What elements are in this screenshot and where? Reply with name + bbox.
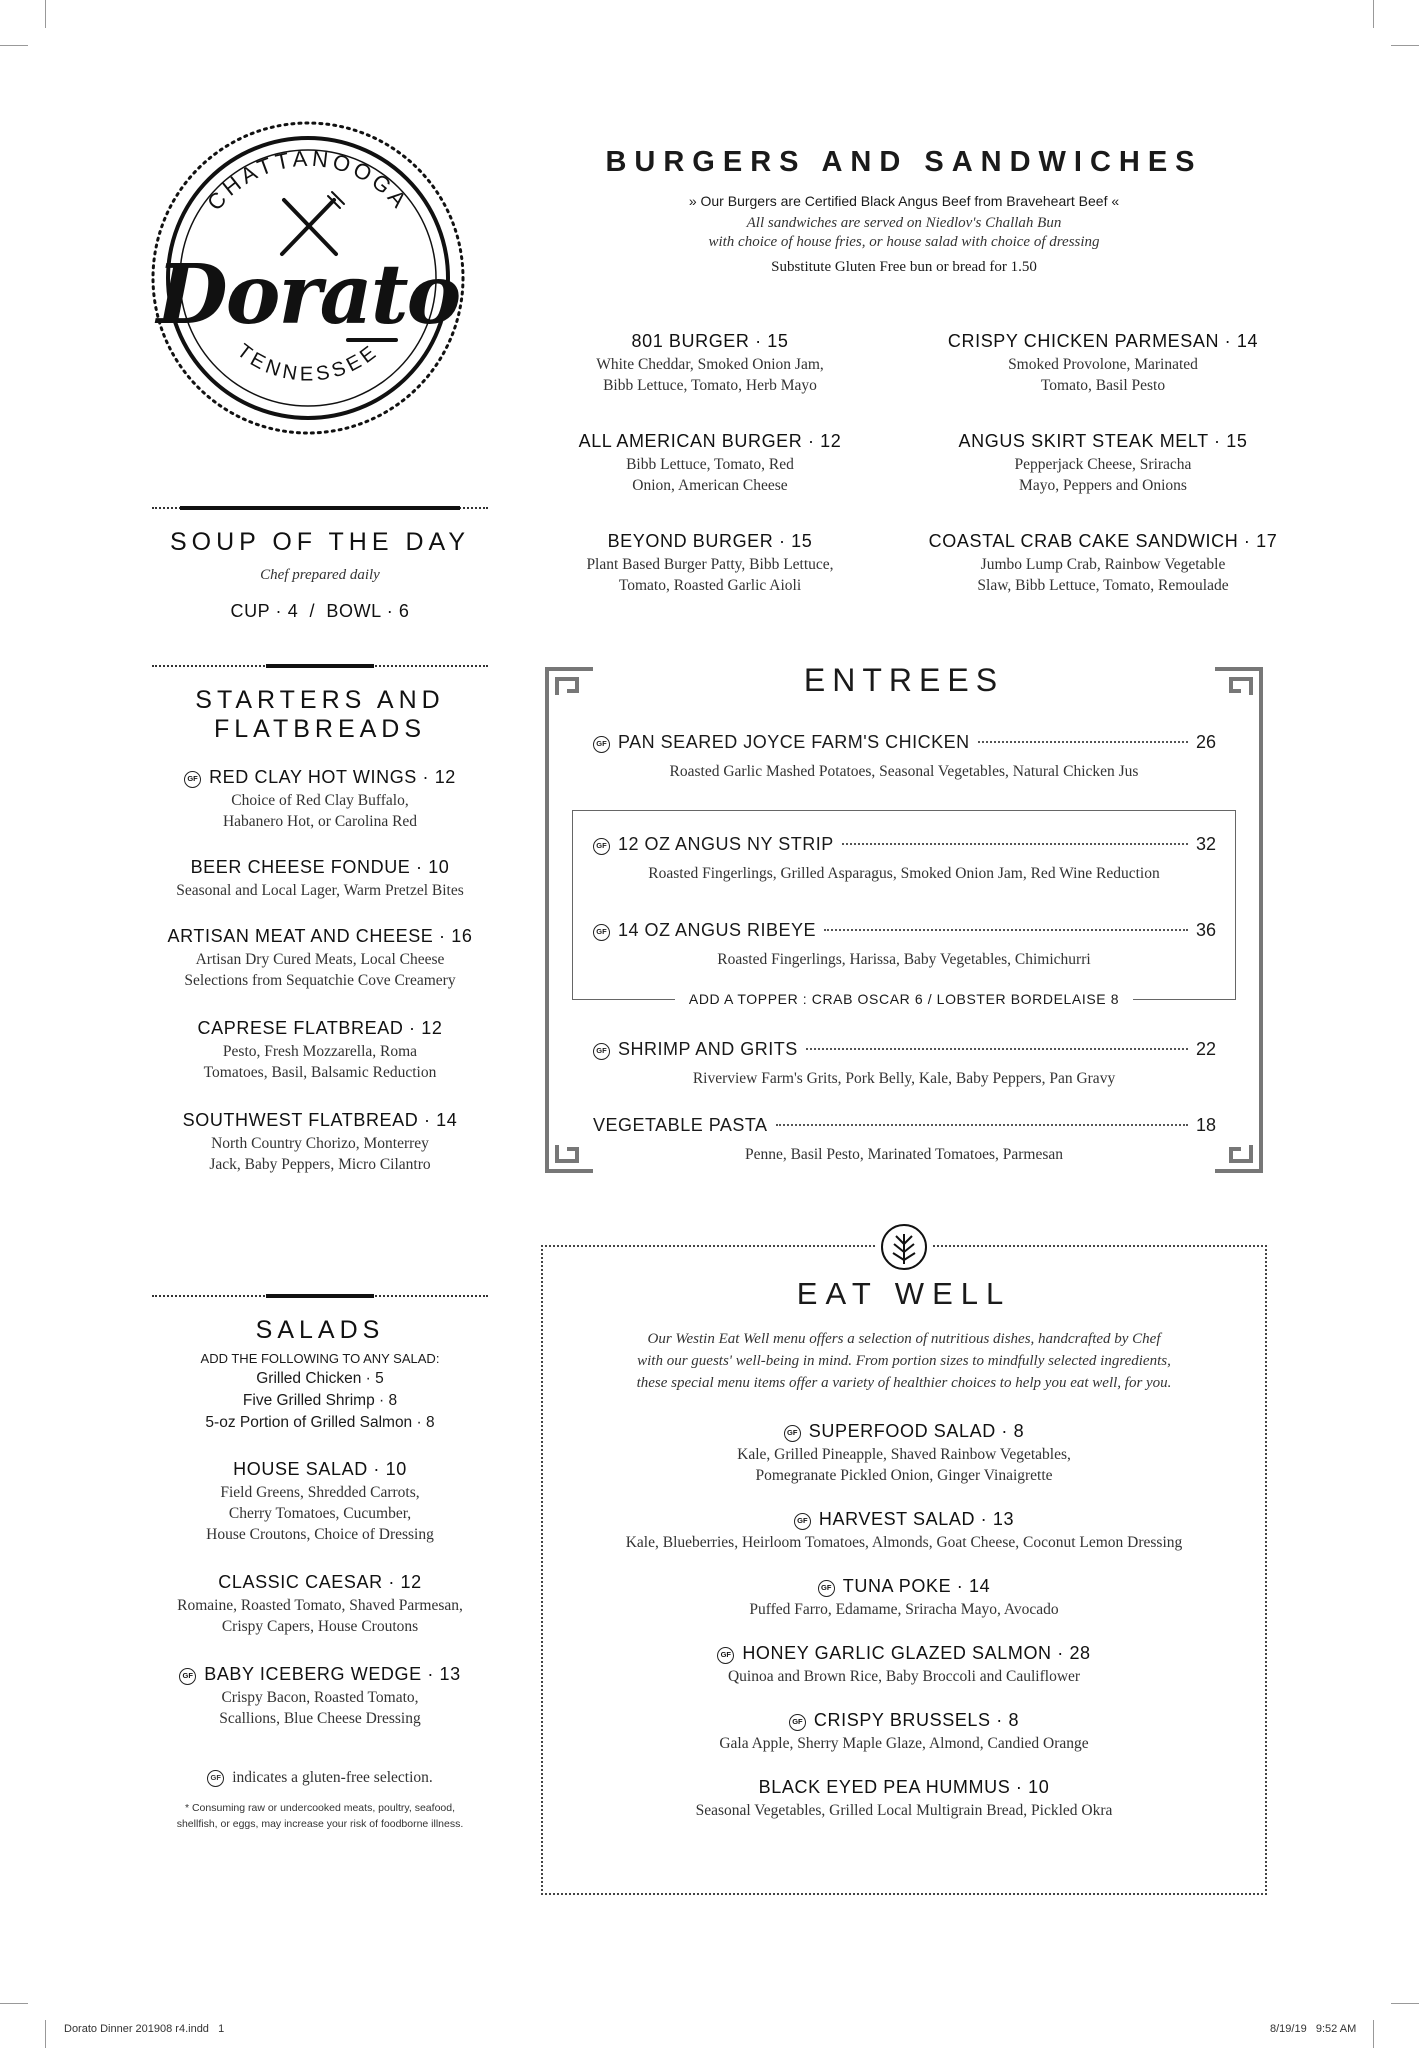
- item-desc: Romaine, Roasted Tomato, Shaved Parmesan,: [177, 1597, 463, 1614]
- menu-item: [543, 330, 877, 396]
- menu-item: [543, 1709, 1265, 1754]
- eatwell-title: EAT WELL: [796, 1276, 1012, 1311]
- burgers-note: » Our Burgers are Certified Black Angus Beef from Braveheart Beef «: [688, 193, 1120, 209]
- section-divider: [152, 1291, 488, 1301]
- item-desc: North Country Chorizo, Monterrey: [211, 1135, 429, 1152]
- entree-name: 12 OZ ANGUS NY STRIP: [618, 834, 834, 854]
- item-desc: Mayo, Peppers and Onions: [1019, 477, 1187, 494]
- item-desc: Artisan Dry Cured Meats, Local Cheese: [195, 951, 445, 968]
- crop-mark: [1373, 2020, 1374, 2048]
- entree-desc: Roasted Garlic Mashed Potatoes, Seasonal Vegetables, Natural Chicken Jus: [669, 763, 1139, 780]
- item-name: BABY ICEBERG WEDGE · 13: [204, 1664, 461, 1684]
- soup-title: SOUP OF THE DAY: [169, 528, 471, 556]
- item-name: BEER CHEESE FONDUE · 10: [190, 857, 450, 877]
- menu-item: [543, 1420, 1265, 1486]
- entree-desc: Roasted Fingerlings, Grilled Asparagus, Smoked Onion Jam, Red Wine Reduction: [648, 865, 1160, 882]
- item-name: 801 BURGER · 15: [631, 331, 789, 351]
- item-desc: Smoked Provolone, Marinated: [1008, 356, 1198, 373]
- item-desc: Bibb Lettuce, Tomato, Red: [626, 456, 794, 473]
- menu-item: [543, 1575, 1265, 1620]
- entree-desc: Riverview Farm's Grits, Pork Belly, Kale, Baby Peppers, Pan Gravy: [692, 1070, 1116, 1087]
- svg-text:TENNESSEE: [233, 340, 383, 386]
- menu-item: [152, 1663, 488, 1729]
- burgers-sub3: Substitute Gluten Free bun or bread for 1.50: [771, 259, 1037, 275]
- entree-price: 22: [1195, 1039, 1216, 1059]
- gluten-free-icon: GF: [593, 838, 610, 855]
- item-name: HONEY GARLIC GLAZED SALMON · 28: [742, 1643, 1091, 1663]
- salad-addon: Grilled Chicken · 5: [256, 1370, 384, 1387]
- item-desc: Tomatoes, Basil, Balsamic Reduction: [203, 1064, 437, 1081]
- item-desc: Choice of Red Clay Buffalo,: [231, 792, 409, 809]
- footer-file: Dorato Dinner 201908 r4.indd 1: [64, 2023, 225, 2035]
- item-desc: Pepperjack Cheese, Sriracha: [1014, 456, 1192, 473]
- logo-brand: Dorato: [156, 247, 460, 343]
- entree-price: 36: [1195, 920, 1216, 940]
- soup-section: [152, 528, 488, 622]
- entree-name: PAN SEARED JOYCE FARM'S CHICKEN: [618, 732, 970, 752]
- menu-item: [152, 1109, 488, 1175]
- logo-top-text: CHATTANOOGA: [202, 145, 415, 216]
- salads-title: SALADS: [255, 1316, 385, 1344]
- menu-item: [543, 1776, 1265, 1821]
- burgers-title: BURGERS AND SANDWICHES: [605, 146, 1203, 178]
- gluten-free-icon: GF: [717, 1647, 734, 1664]
- item-desc: Pomegranate Pickled Onion, Ginger Vinaigrette: [755, 1467, 1053, 1484]
- item-desc: Tomato, Roasted Garlic Aioli: [618, 577, 802, 594]
- gluten-free-icon: GF: [789, 1714, 806, 1731]
- gluten-free-icon: GF: [207, 1770, 224, 1787]
- item-name: CLASSIC CAESAR · 12: [218, 1572, 422, 1592]
- knife-fork-icon: [282, 192, 344, 254]
- burgers-sub2: with choice of house fries, or house salad with choice of dressing: [708, 234, 1100, 250]
- soup-prices: CUP · 4 / BOWL · 6: [230, 601, 410, 621]
- entree-row: [593, 732, 1216, 756]
- burgers-sub1: All sandwiches are served on Niedlov's Challah Bun: [746, 215, 1062, 231]
- item-name: CRISPY BRUSSELS · 8: [813, 1710, 1020, 1730]
- menu-item: [920, 530, 1286, 596]
- menu-item: [152, 856, 488, 901]
- item-name: ARTISAN MEAT AND CHEESE · 16: [167, 926, 473, 946]
- item-name: HARVEST SALAD · 13: [818, 1509, 1015, 1529]
- entree-row: [593, 1039, 1216, 1063]
- item-desc: Jack, Baby Peppers, Micro Cilantro: [209, 1156, 431, 1173]
- eatwell-section: [543, 1276, 1265, 1821]
- entree-row: [593, 834, 1216, 858]
- entree-price: 18: [1195, 1115, 1216, 1135]
- starters-title-2: FLATBREADS: [213, 715, 427, 743]
- salads-section: [152, 1316, 488, 1832]
- item-name: BEYOND BURGER · 15: [607, 531, 813, 551]
- item-desc: Seasonal Vegetables, Grilled Local Multigrain Bread, Pickled Okra: [695, 1802, 1113, 1819]
- item-desc: Jumbo Lump Crab, Rainbow Vegetable: [980, 556, 1226, 573]
- item-desc: Selections from Sequatchie Cove Creamery: [184, 972, 456, 989]
- item-name: COASTAL CRAB CAKE SANDWICH · 17: [928, 531, 1278, 551]
- item-name: TUNA POKE · 14: [842, 1576, 991, 1596]
- disclaimer: shellfish, or eggs, may increase your risk of foodborne illness.: [176, 1818, 464, 1830]
- menu-item: [543, 530, 877, 596]
- item-name: CRISPY CHICKEN PARMESAN · 14: [947, 331, 1259, 351]
- item-name: SOUTHWEST FLATBREAD · 14: [182, 1110, 458, 1130]
- eatwell-intro: with our guests' well-being in mind. From portion sizes to mindfully selected ingredients,: [637, 1353, 1171, 1369]
- item-desc: Cherry Tomatoes, Cucumber,: [228, 1505, 412, 1522]
- item-desc: Quinoa and Brown Rice, Baby Broccoli and Cauliflower: [727, 1668, 1081, 1685]
- section-divider: [152, 503, 488, 513]
- item-name: ANGUS SKIRT STEAK MELT · 15: [958, 431, 1248, 451]
- item-desc: Slaw, Bibb Lettuce, Tomato, Remoulade: [977, 577, 1229, 594]
- entree-row: [593, 920, 1216, 944]
- item-name: SUPERFOOD SALAD · 8: [808, 1421, 1025, 1441]
- entree-price: 32: [1195, 834, 1216, 854]
- gluten-free-icon: GF: [593, 736, 610, 753]
- item-desc: White Cheddar, Smoked Onion Jam,: [596, 356, 824, 373]
- menu-item: [152, 1458, 488, 1545]
- item-desc: Kale, Grilled Pineapple, Shaved Rainbow Vegetables,: [737, 1446, 1071, 1463]
- crop-mark: [0, 45, 28, 46]
- crop-mark: [1391, 2003, 1419, 2004]
- menu-item: [152, 925, 488, 991]
- entree-desc: Penne, Basil Pesto, Marinated Tomatoes, Parmesan: [744, 1146, 1064, 1163]
- item-desc: Crispy Bacon, Roasted Tomato,: [221, 1689, 419, 1706]
- entree-name: SHRIMP AND GRITS: [618, 1039, 798, 1059]
- gluten-free-icon: GF: [184, 771, 201, 788]
- entree-name: VEGETABLE PASTA: [593, 1115, 768, 1135]
- salads-add-heading: ADD THE FOLLOWING TO ANY SALAD:: [200, 1351, 440, 1366]
- item-desc: Habanero Hot, or Carolina Red: [222, 813, 418, 830]
- crop-mark: [45, 2020, 46, 2048]
- menu-item: [543, 430, 877, 496]
- dot-leader: [978, 741, 1188, 743]
- item-desc: Puffed Farro, Edamame, Sriracha Mayo, Avocado: [749, 1601, 1059, 1618]
- leaf-icon: [876, 1222, 932, 1272]
- dot-leader: [806, 1048, 1188, 1050]
- menu-item: [928, 430, 1278, 496]
- gf-note: indicates a gluten-free selection.: [232, 1769, 433, 1786]
- crop-mark: [0, 2003, 28, 2004]
- entree-desc: Roasted Fingerlings, Harissa, Baby Vegetables, Chimichurri: [717, 951, 1091, 968]
- crop-mark: [45, 0, 46, 28]
- item-name: HOUSE SALAD · 10: [233, 1459, 407, 1479]
- dot-leader: [824, 929, 1188, 931]
- section-divider: [152, 661, 488, 671]
- gluten-free-icon: GF: [794, 1513, 811, 1530]
- item-desc: Bibb Lettuce, Tomato, Herb Mayo: [603, 377, 817, 394]
- item-desc: House Croutons, Choice of Dressing: [206, 1526, 434, 1543]
- menu-item: [152, 1017, 488, 1083]
- item-desc: Onion, American Cheese: [632, 477, 788, 494]
- salad-addon: Five Grilled Shrimp · 8: [242, 1392, 398, 1409]
- menu-item: [543, 1508, 1265, 1553]
- eatwell-intro: these special menu items offer a variety of healthier choices to help you eat well, for you.: [636, 1375, 1172, 1391]
- entrees-title: ENTREES: [803, 662, 1005, 698]
- gluten-free-icon: GF: [818, 1580, 835, 1597]
- soup-subtitle: Chef prepared daily: [260, 567, 380, 583]
- item-name: RED CLAY HOT WINGS · 12: [209, 767, 456, 787]
- item-desc: Crispy Capers, House Croutons: [221, 1618, 419, 1635]
- menu-item: [543, 1642, 1265, 1687]
- svg-text:CHATTANOOGA: [202, 146, 414, 215]
- menu-item: [152, 1571, 488, 1637]
- gluten-free-icon: GF: [784, 1425, 801, 1442]
- item-desc: Pesto, Fresh Mozzarella, Roma: [222, 1043, 418, 1060]
- item-desc: Gala Apple, Sherry Maple Glaze, Almond, Candied Orange: [719, 1735, 1089, 1752]
- item-name: ALL AMERICAN BURGER · 12: [578, 431, 842, 451]
- eatwell-intro: Our Westin Eat Well menu offers a selection of nutritious dishes, handcrafted by Chef: [647, 1331, 1161, 1347]
- gluten-free-icon: GF: [593, 924, 610, 941]
- crop-mark: [1391, 45, 1419, 46]
- salad-addon: 5-oz Portion of Grilled Salmon · 8: [205, 1414, 435, 1431]
- entree-row: [593, 1115, 1216, 1139]
- dot-leader: [776, 1124, 1188, 1126]
- topper-text: ADD A TOPPER : CRAB OSCAR 6 / LOBSTER BORDELAISE 8: [675, 991, 1133, 1007]
- item-desc: Field Greens, Shredded Carrots,: [220, 1484, 420, 1501]
- dot-leader: [842, 843, 1188, 845]
- menu-item: [928, 330, 1278, 396]
- burgers-header: [543, 146, 1265, 276]
- menu-item: [152, 766, 488, 832]
- gluten-free-icon: GF: [593, 1043, 610, 1060]
- gluten-free-icon: GF: [179, 1668, 196, 1685]
- dorato-logo: [148, 118, 468, 438]
- logo-bottom-text: TENNESSEE: [232, 339, 384, 386]
- starters-title-1: STARTERS AND: [195, 686, 445, 714]
- item-desc: Seasonal and Local Lager, Warm Pretzel Bites: [176, 882, 464, 899]
- entree-name: 14 OZ ANGUS RIBEYE: [618, 920, 817, 940]
- item-name: CAPRESE FLATBREAD · 12: [197, 1018, 443, 1038]
- topper-note: [572, 991, 1236, 1009]
- gf-legend: [152, 1767, 488, 1788]
- item-desc: Scallions, Blue Cheese Dressing: [219, 1710, 421, 1727]
- item-desc: Kale, Blueberries, Heirloom Tomatoes, Almonds, Goat Cheese, Coconut Lemon Dressing: [625, 1534, 1183, 1551]
- disclaimer: * Consuming raw or undercooked meats, poultry, seafood,: [184, 1802, 456, 1814]
- item-name: BLACK EYED PEA HUMMUS · 10: [758, 1777, 1050, 1797]
- item-desc: Tomato, Basil Pesto: [1040, 377, 1166, 394]
- entree-price: 26: [1195, 732, 1216, 752]
- footer-date: 8/19/19 9:52 AM: [1270, 2023, 1357, 2035]
- starters-section: [152, 686, 488, 1175]
- crop-mark: [1373, 0, 1374, 28]
- item-desc: Plant Based Burger Patty, Bibb Lettuce,: [586, 556, 834, 573]
